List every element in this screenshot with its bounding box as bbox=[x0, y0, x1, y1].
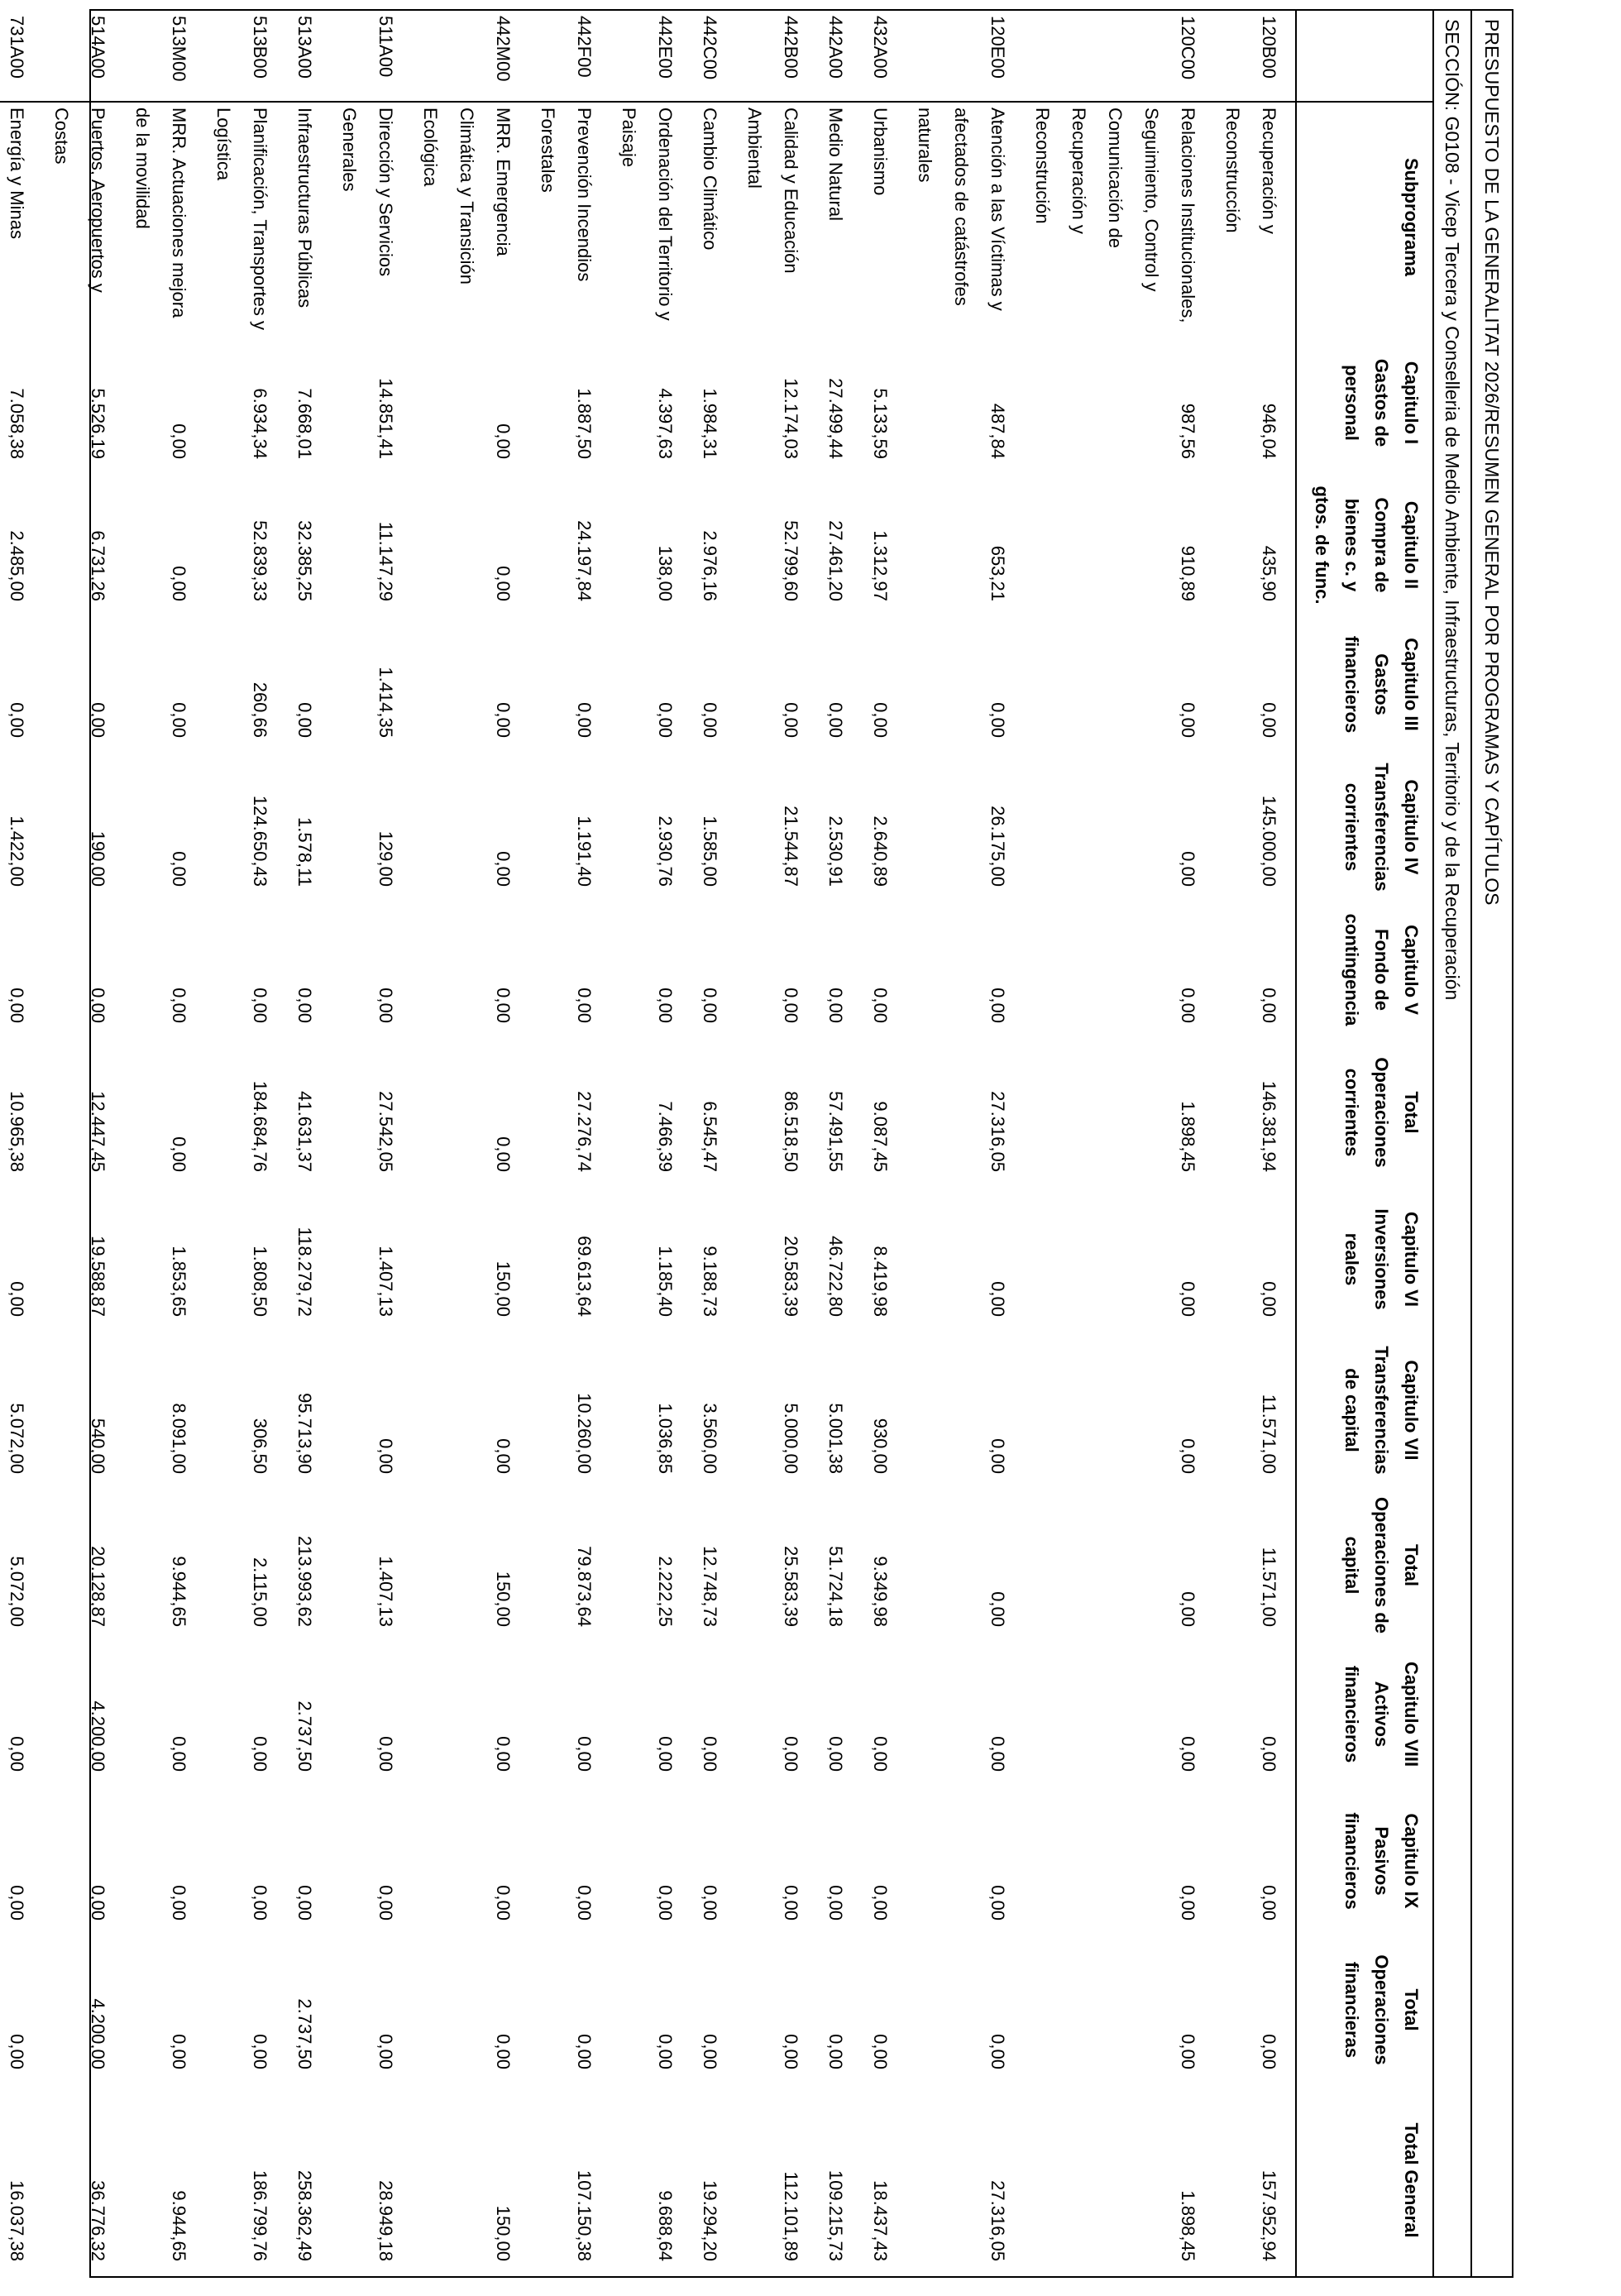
row-subprograma: Relaciones Institucionales, Seguimiento, Control y Comunicación de Recuperación y Reconstrución bbox=[1032, 108, 1198, 323]
row-value: 0,00 bbox=[700, 702, 720, 738]
row-code: 442E00 bbox=[605, 11, 686, 102]
row-value: 9.688,64 bbox=[655, 2190, 676, 2261]
row-value: 52.839,33 bbox=[250, 520, 270, 601]
row-subprograma: Calidad y Educación Ambiental bbox=[744, 108, 801, 274]
header-cell: Capitulo VII Transferencias de capital bbox=[1341, 1346, 1422, 1475]
row-value: 0,00 bbox=[1178, 1281, 1198, 1317]
row-value: 0,00 bbox=[1178, 851, 1198, 887]
section-label: SECCIÓN: G0108 - Vicep Tercera y Conselleria de Medio Ambiente, Infraestructuras, Territorio y de la Recuperación bbox=[1442, 19, 1463, 1001]
row-value: 107.150,38 bbox=[574, 2169, 595, 2261]
row-value: 1.407,13 bbox=[375, 1556, 396, 1627]
row-value: 0,00 bbox=[655, 702, 676, 738]
row-value: 27.276,74 bbox=[574, 1091, 595, 1172]
row-value: 20.583,39 bbox=[781, 1236, 801, 1317]
row-code: 442C00 bbox=[686, 11, 731, 102]
row-value: 7.668,01 bbox=[294, 388, 315, 459]
row-value: 112.101,89 bbox=[781, 2171, 801, 2261]
row-code: 511A00 bbox=[326, 11, 407, 102]
row-value: 487,84 bbox=[987, 403, 1008, 459]
table-row bbox=[407, 11, 524, 2276]
row-value: 0,00 bbox=[250, 2034, 270, 2069]
row-value: 184.684,76 bbox=[250, 1080, 270, 1172]
header-cell: Capitulo VI Inversiones reales bbox=[1341, 1208, 1422, 1310]
row-value: 28.949,18 bbox=[375, 2180, 396, 2261]
row-value: 146.381,94 bbox=[1209, 1038, 1296, 1187]
row-value: 0,00 bbox=[1178, 1438, 1198, 1474]
row-value: 0,00 bbox=[870, 2034, 891, 2069]
row-value: 16.037,38 bbox=[7, 2180, 27, 2261]
row-code: 442B00 bbox=[731, 11, 812, 102]
row-value: 0,00 bbox=[987, 1438, 1008, 1474]
row-value: 138,00 bbox=[655, 545, 676, 601]
row-value: 4.200,00 bbox=[88, 1998, 108, 2069]
row-code: 442A00 bbox=[812, 11, 857, 102]
row-value: 25.583,39 bbox=[781, 1546, 801, 1627]
row-value: 0,00 bbox=[1209, 1187, 1296, 1332]
row-value: 3.560,00 bbox=[700, 1403, 720, 1474]
row-value: 14.851,41 bbox=[375, 378, 396, 459]
row-code: 120C00 bbox=[1019, 11, 1209, 102]
row-value: 2.530,91 bbox=[825, 816, 846, 887]
row-value: 0,00 bbox=[7, 1736, 27, 1772]
header-subprograma: Subprograma bbox=[1401, 157, 1422, 277]
table-row bbox=[857, 11, 901, 2276]
table-row bbox=[200, 11, 281, 2276]
row-value: 8.419,98 bbox=[870, 1246, 891, 1317]
row-subprograma: Infraestructuras Públicas bbox=[294, 108, 315, 309]
table-row bbox=[119, 11, 200, 2276]
row-value: 1.853,65 bbox=[169, 1246, 189, 1317]
row-value: 0,00 bbox=[169, 851, 189, 887]
row-value: 0,00 bbox=[987, 1885, 1008, 1921]
row-value: 24.197,84 bbox=[574, 520, 595, 601]
row-value: 0,00 bbox=[88, 702, 108, 738]
row-value: 0,00 bbox=[375, 1885, 396, 1921]
row-value: 0,00 bbox=[781, 1885, 801, 1921]
row-value: 27.316,05 bbox=[987, 2180, 1008, 2261]
row-value: 910,89 bbox=[1178, 545, 1198, 601]
row-code: 442F00 bbox=[524, 11, 605, 102]
row-value: 0,00 bbox=[88, 988, 108, 1023]
row-value: 0,00 bbox=[987, 988, 1008, 1023]
budget-frame bbox=[7, 9, 1513, 2278]
row-value: 26.175,00 bbox=[987, 806, 1008, 887]
row-value: 41.631,37 bbox=[294, 1091, 315, 1172]
row-value: 10.965,38 bbox=[7, 1091, 27, 1172]
row-value: 0,00 bbox=[987, 702, 1008, 738]
row-value: 2.930,76 bbox=[655, 816, 676, 887]
row-value: 0,00 bbox=[870, 702, 891, 738]
row-value: 79.873,64 bbox=[574, 1546, 595, 1627]
row-value: 0,00 bbox=[7, 2034, 27, 2069]
row-value: 0,00 bbox=[825, 988, 846, 1023]
table-row bbox=[901, 11, 1019, 2276]
budget-table bbox=[0, 11, 1432, 2276]
row-value: 1.984,31 bbox=[700, 388, 720, 459]
row-value: 0,00 bbox=[825, 702, 846, 738]
header-code bbox=[1296, 11, 1432, 102]
row-value: 18.437,43 bbox=[870, 2180, 891, 2261]
row-value: 9.944,65 bbox=[169, 1556, 189, 1627]
table-row bbox=[1019, 11, 1209, 2276]
row-value: 0,00 bbox=[493, 1136, 514, 1172]
row-value: 0,00 bbox=[493, 702, 514, 738]
row-value: 1.898,45 bbox=[1178, 2190, 1198, 2261]
row-value: 12.748,73 bbox=[700, 1546, 720, 1627]
row-value: 36.776,32 bbox=[88, 2180, 108, 2261]
header-cell: Total General bbox=[1401, 2122, 1422, 2238]
row-value: 150,00 bbox=[493, 2205, 514, 2261]
row-value: 946,04 bbox=[1209, 332, 1296, 474]
row-value: 86.518,50 bbox=[781, 1091, 801, 1172]
row-value: 0,00 bbox=[294, 1885, 315, 1921]
row-value: 19.588,87 bbox=[88, 1236, 108, 1317]
divider bbox=[1432, 11, 1434, 2276]
row-value: 157.952,94 bbox=[1209, 2084, 1296, 2276]
row-value: 2.737,50 bbox=[294, 1998, 315, 2069]
row-value: 0,00 bbox=[781, 2034, 801, 2069]
row-value: 46.722,80 bbox=[825, 1236, 846, 1317]
row-value: 2.640,89 bbox=[870, 816, 891, 887]
row-value: 0,00 bbox=[169, 1136, 189, 1172]
row-value: 0,00 bbox=[375, 988, 396, 1023]
row-value: 306,50 bbox=[250, 1418, 270, 1474]
row-value: 0,00 bbox=[169, 2034, 189, 2069]
row-value: 0,00 bbox=[169, 1885, 189, 1921]
row-value: 0,00 bbox=[700, 2034, 720, 2069]
row-value: 987,56 bbox=[1178, 403, 1198, 459]
row-value: 0,00 bbox=[987, 1281, 1008, 1317]
row-value: 57.491,55 bbox=[825, 1091, 846, 1172]
row-value: 124.650,43 bbox=[250, 795, 270, 887]
row-value: 5.000,00 bbox=[781, 1403, 801, 1474]
row-value: 0,00 bbox=[493, 1885, 514, 1921]
table-row bbox=[524, 11, 605, 2276]
row-value: 21.544,87 bbox=[781, 806, 801, 887]
header-cell: Capitulo I Gastos de personal bbox=[1341, 358, 1422, 447]
row-value: 0,00 bbox=[1209, 1642, 1296, 1787]
row-value: 12.174,03 bbox=[781, 378, 801, 459]
row-value: 51.724,18 bbox=[825, 1546, 846, 1627]
row-value: 9.944,65 bbox=[169, 2190, 189, 2261]
row-value: 69.613,64 bbox=[574, 1236, 595, 1317]
row-value: 1.808,50 bbox=[250, 1246, 270, 1317]
row-value: 6.934,34 bbox=[250, 388, 270, 459]
table-row bbox=[0, 11, 38, 2276]
row-value: 1.422,00 bbox=[7, 816, 27, 887]
row-value: 5.072,00 bbox=[7, 1556, 27, 1627]
row-value: 10.260,00 bbox=[574, 1393, 595, 1474]
row-value: 0,00 bbox=[250, 1885, 270, 1921]
row-value: 0,00 bbox=[88, 1885, 108, 1921]
row-subprograma: Medio Natural bbox=[825, 108, 846, 221]
row-value: 2.222,25 bbox=[655, 1556, 676, 1627]
header-cell: Total Operaciones financieras bbox=[1341, 1954, 1422, 2065]
row-value: 2.115,00 bbox=[250, 1557, 270, 1627]
row-code: 120B00 bbox=[1209, 11, 1296, 102]
row-value: 435,90 bbox=[1209, 474, 1296, 616]
row-value: 0,00 bbox=[655, 1736, 676, 1772]
row-value: 0,00 bbox=[870, 1885, 891, 1921]
row-value: 109.215,73 bbox=[825, 2169, 846, 2261]
row-subprograma: Prevención Incendios Forestales bbox=[538, 108, 595, 282]
row-value: 0,00 bbox=[825, 1885, 846, 1921]
row-value: 1.191,40 bbox=[574, 816, 595, 887]
row-value: 52.799,60 bbox=[781, 520, 801, 601]
row-value: 0,00 bbox=[7, 1281, 27, 1317]
document-title: PRESUPUESTO DE LA GENERALITAT 2026/RESUMEN GENERAL POR PROGRAMAS Y CAPÍTULOS bbox=[1481, 19, 1503, 906]
row-value: 0,00 bbox=[1178, 1736, 1198, 1772]
row-value: 1.312,97 bbox=[870, 530, 891, 601]
row-value: 0,00 bbox=[169, 988, 189, 1023]
header-cell: Total Operaciones corrientes bbox=[1341, 1057, 1422, 1168]
row-value: 27.499,44 bbox=[825, 378, 846, 459]
row-subprograma: MRR. Actuaciones mejora de la movilidad bbox=[132, 108, 189, 318]
row-code: 513M00 bbox=[119, 11, 200, 102]
row-value: 27.542,05 bbox=[375, 1091, 396, 1172]
row-subprograma: Urbanismo bbox=[870, 108, 891, 196]
row-value: 0,00 bbox=[7, 702, 27, 738]
table-header bbox=[1296, 11, 1432, 2276]
row-value: 0,00 bbox=[169, 423, 189, 459]
row-value: 1.036,85 bbox=[655, 1403, 676, 1474]
row-value: 32.385,25 bbox=[294, 520, 315, 601]
row-value: 0,00 bbox=[375, 2034, 396, 2069]
row-value: 9.087,45 bbox=[870, 1101, 891, 1172]
row-value: 0,00 bbox=[574, 1736, 595, 1772]
row-value: 0,00 bbox=[1209, 1787, 1296, 1935]
row-value: 0,00 bbox=[700, 988, 720, 1023]
row-value: 95.713,90 bbox=[294, 1393, 315, 1474]
row-code: 513B00 bbox=[200, 11, 281, 102]
row-value: 7.466,39 bbox=[655, 1101, 676, 1172]
row-value: 213.993,62 bbox=[294, 1535, 315, 1627]
row-value: 258.362,49 bbox=[294, 2169, 315, 2261]
row-value: 0,00 bbox=[375, 1736, 396, 1772]
row-code: 513A00 bbox=[281, 11, 326, 102]
table-row bbox=[1209, 11, 1296, 2276]
row-value: 0,00 bbox=[781, 988, 801, 1023]
row-value: 930,00 bbox=[870, 1418, 891, 1474]
row-value: 5.526,19 bbox=[88, 388, 108, 459]
row-subprograma: Ordenación del Territorio y Paisaje bbox=[619, 108, 676, 321]
row-value: 118.279,72 bbox=[294, 1227, 315, 1317]
row-value: 0,00 bbox=[781, 1736, 801, 1772]
row-value: 0,00 bbox=[825, 1736, 846, 1772]
row-subprograma: Atención a las Víctimas y afectados de catástrofes naturales bbox=[915, 108, 1008, 311]
row-value: 1.898,45 bbox=[1178, 1101, 1198, 1172]
row-value: 540,00 bbox=[88, 1418, 108, 1474]
row-value: 0,00 bbox=[825, 2034, 846, 2069]
row-value: 0,00 bbox=[655, 2034, 676, 2069]
header-cell: Capitulo IV Transferencias corrientes bbox=[1341, 763, 1422, 892]
row-code: 120E00 bbox=[901, 11, 1019, 102]
row-value: 1.578,11 bbox=[294, 816, 315, 887]
row-value: 0,00 bbox=[7, 1885, 27, 1921]
row-value: 5.072,00 bbox=[7, 1403, 27, 1474]
row-value: 5.001,38 bbox=[825, 1403, 846, 1474]
table-row bbox=[605, 11, 686, 2276]
row-value: 0,00 bbox=[1209, 902, 1296, 1038]
row-code: 442M00 bbox=[407, 11, 524, 102]
row-value: 0,00 bbox=[870, 1736, 891, 1772]
row-value: 0,00 bbox=[1209, 1935, 1296, 2084]
row-value: 0,00 bbox=[493, 1736, 514, 1772]
row-value: 260,66 bbox=[250, 682, 270, 738]
row-value: 7.058,38 bbox=[7, 388, 27, 459]
row-value: 129,00 bbox=[375, 830, 396, 887]
header-cell: Capitulo V Fondo de contingencia bbox=[1341, 913, 1422, 1026]
row-value: 0,00 bbox=[700, 1736, 720, 1772]
row-value: 2.976,16 bbox=[700, 530, 720, 601]
row-value: 0,00 bbox=[169, 566, 189, 601]
row-value: 0,00 bbox=[493, 566, 514, 601]
row-value: 1.407,13 bbox=[375, 1246, 396, 1317]
table-row bbox=[326, 11, 407, 2276]
row-value: 0,00 bbox=[574, 2034, 595, 2069]
row-value: 145.000,00 bbox=[1209, 753, 1296, 902]
row-value: 0,00 bbox=[493, 423, 514, 459]
row-value: 0,00 bbox=[1178, 1591, 1198, 1627]
row-subprograma: Energía y Minas bbox=[7, 108, 27, 239]
row-value: 0,00 bbox=[700, 1885, 720, 1921]
row-value: 0,00 bbox=[250, 1736, 270, 1772]
row-value: 1.414,35 bbox=[375, 667, 396, 738]
row-value: 1.887,50 bbox=[574, 388, 595, 459]
row-value: 1.185,40 bbox=[655, 1246, 676, 1317]
row-value: 0,00 bbox=[574, 702, 595, 738]
header-cell: Capitulo III Gastos financieros bbox=[1341, 635, 1422, 734]
row-value: 27.316,05 bbox=[987, 1091, 1008, 1172]
header-cell: Capitulo IX Pasivos financieros bbox=[1341, 1812, 1422, 1910]
row-value: 0,00 bbox=[1178, 988, 1198, 1023]
row-value: 2.737,50 bbox=[294, 1700, 315, 1772]
row-value: 19.294,20 bbox=[700, 2180, 720, 2261]
row-subprograma: Planificación, Transportes y Logística bbox=[213, 108, 270, 331]
row-value: 150,00 bbox=[493, 1571, 514, 1627]
row-value: 0,00 bbox=[655, 1885, 676, 1921]
table-row bbox=[281, 11, 326, 2276]
row-value: 0,00 bbox=[375, 1438, 396, 1474]
row-value: 0,00 bbox=[987, 2034, 1008, 2069]
row-value: 0,00 bbox=[493, 988, 514, 1023]
row-value: 0,00 bbox=[7, 988, 27, 1023]
row-value: 9.349,98 bbox=[870, 1556, 891, 1627]
table-row bbox=[38, 11, 119, 2276]
row-value: 653,21 bbox=[987, 545, 1008, 601]
row-subprograma: Cambio Climático bbox=[700, 108, 720, 251]
row-value: 12.447,45 bbox=[88, 1091, 108, 1172]
table-row bbox=[686, 11, 731, 2276]
row-value: 0,00 bbox=[493, 1438, 514, 1474]
row-value: 0,00 bbox=[574, 1885, 595, 1921]
row-value: 0,00 bbox=[987, 1736, 1008, 1772]
row-value: 4.200,00 bbox=[88, 1700, 108, 1772]
row-value: 0,00 bbox=[294, 702, 315, 738]
row-value: 0,00 bbox=[1178, 702, 1198, 738]
row-value: 0,00 bbox=[781, 702, 801, 738]
row-value: 0,00 bbox=[1178, 1885, 1198, 1921]
header-cell: Capitulo VIII Activos financieros bbox=[1341, 1661, 1422, 1767]
row-value: 0,00 bbox=[1178, 2034, 1198, 2069]
row-value: 186.799,76 bbox=[250, 2169, 270, 2261]
row-value: 0,00 bbox=[294, 988, 315, 1023]
table-row bbox=[812, 11, 857, 2276]
row-value: 2.485,00 bbox=[7, 530, 27, 601]
row-value: 1.585,00 bbox=[700, 816, 720, 887]
row-value: 6.545,47 bbox=[700, 1101, 720, 1172]
table-body bbox=[0, 11, 1296, 2276]
row-subprograma: MRR. Emergencia Climática y Transición Ecológica bbox=[420, 108, 514, 285]
row-value: 150,00 bbox=[493, 1260, 514, 1317]
row-value: 0,00 bbox=[574, 988, 595, 1023]
row-value: 0,00 bbox=[1209, 616, 1296, 753]
header-cell: Capitulo II Compra de bienes c. y gtos. de func. bbox=[1312, 486, 1422, 605]
row-value: 8.091,00 bbox=[169, 1403, 189, 1474]
row-value: 27.461,20 bbox=[825, 520, 846, 601]
row-value: 11.571,00 bbox=[1209, 1489, 1296, 1642]
row-value: 11.147,29 bbox=[375, 521, 396, 601]
row-code: 514A00 bbox=[38, 11, 119, 102]
row-code: 731A00 bbox=[0, 11, 38, 102]
row-value: 4.397,63 bbox=[655, 388, 676, 459]
row-value: 11.571,00 bbox=[1209, 1332, 1296, 1489]
row-value: 0,00 bbox=[493, 2034, 514, 2069]
row-value: 0,00 bbox=[250, 988, 270, 1023]
row-value: 0,00 bbox=[169, 702, 189, 738]
row-value: 5.133,59 bbox=[870, 388, 891, 459]
row-subprograma: Dirección y Servicios Generales bbox=[339, 108, 396, 277]
row-value: 0,00 bbox=[987, 1591, 1008, 1627]
table-row bbox=[731, 11, 812, 2276]
row-value: 0,00 bbox=[655, 988, 676, 1023]
row-value: 190,00 bbox=[88, 830, 108, 887]
row-code: 432A00 bbox=[857, 11, 901, 102]
row-subprograma: Recuperación y Reconstrucción bbox=[1209, 102, 1296, 332]
row-value: 9.188,73 bbox=[700, 1246, 720, 1317]
row-value: 0,00 bbox=[870, 988, 891, 1023]
row-value: 0,00 bbox=[169, 1736, 189, 1772]
header-cell: Total Operaciones de capital bbox=[1341, 1496, 1422, 1634]
row-value: 6.731,26 bbox=[88, 530, 108, 601]
row-value: 0,00 bbox=[493, 851, 514, 887]
row-subprograma: Puertos, Aeropuertos y Costas bbox=[51, 108, 108, 293]
row-value: 20.128,87 bbox=[88, 1546, 108, 1627]
